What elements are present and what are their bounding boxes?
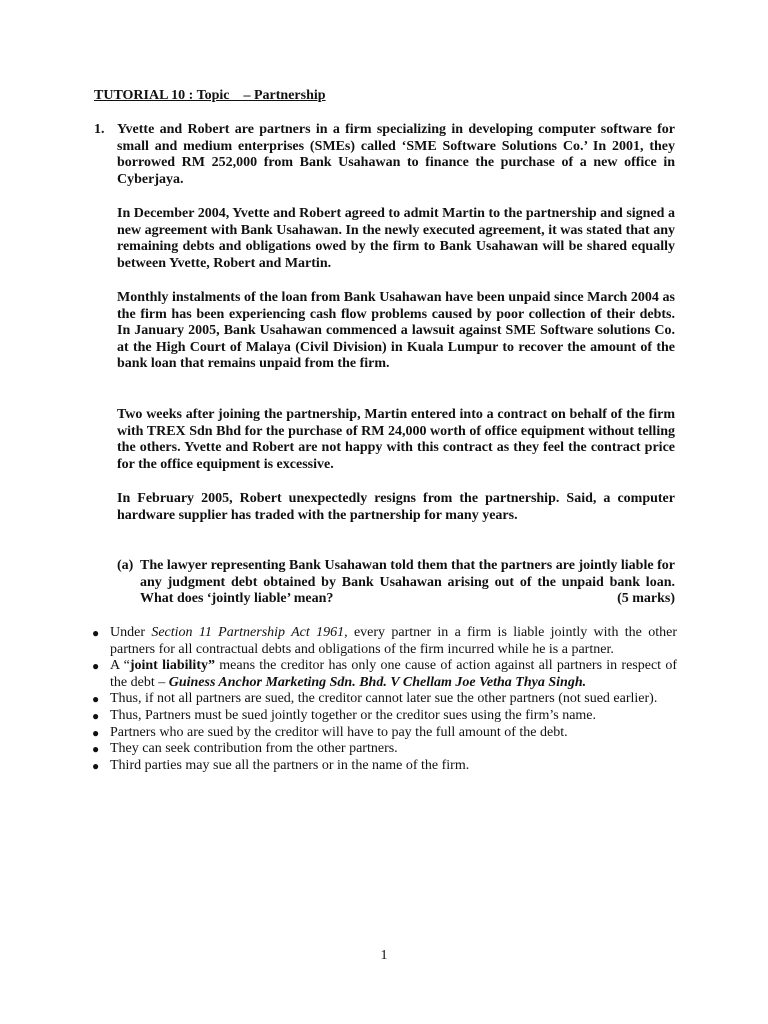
key-term: joint liability” [129, 658, 215, 674]
bullet-icon: ● [92, 758, 100, 773]
bullet-icon: ● [92, 742, 100, 757]
bullet-icon: ● [92, 626, 100, 640]
list-item: ● A “joint liability” means the creditor has only one cause of action against all partners in respect of the debt – Guiness Anchor Marketing Sdn. Bhd. V Chellam Joe Vetha Thya Singh. [92, 658, 677, 690]
page-number: 1 [380, 948, 388, 963]
case-citation: Guiness Anchor Marketing Sdn. Bhd. V Chellam Joe Vetha Thya Singh. [168, 674, 587, 690]
question-paragraph: Yvette and Robert are partners in a firm specializing in developing computer software for small and medium enterprises (SMEs) called ‘SME Software Solutions Co.’ In 2001, they borrowed RM 252,000 from Bank Usahawan to finance the purchase of a new office in Cyberjaya. [117, 122, 675, 187]
list-item: ● Under Section 11 Partnership Act 1961, every partner in a firm is liable jointly with the other partners for all contractual debts and obligations of the firm incurred while he is a partner. [92, 625, 677, 657]
list-item: ● Thus, Partners must be sued jointly together or the creditor sues using the firm’s name. [92, 707, 597, 723]
sub-question-text: The lawyer representing Bank Usahawan told them that the partners are jointly liable for any judgment debt obtained by Bank Usahawan arising out of the unpaid bank loan. What does ‘jointly liable’ mean? (5 marks) [140, 558, 675, 607]
sub-question-a [117, 558, 675, 608]
list-item: ● Thus, if not all partners are sued, the creditor cannot later sue the other partners (not sued earlier). [92, 691, 658, 707]
bullet-icon: ● [92, 708, 100, 723]
bullet-icon: ● [92, 659, 100, 674]
statute-reference: Section 11 Partnership Act 1961 [151, 625, 345, 640]
question-paragraph: Two weeks after joining the partnership, Martin entered into a contract on behalf of the firm with TREX Sdn Bhd for the purchase of RM 24,000 worth of office equipment without telling the others. Yvette and Robert are not happy with this contract as they feel the contract price for the office equipment is excessive. [117, 407, 675, 472]
marks-label: (5 marks) [617, 591, 675, 607]
list-item: ● They can seek contribution from the other partners. [92, 741, 398, 757]
question-number: 1. [94, 122, 105, 137]
sub-question-label: (a) [117, 558, 134, 573]
list-item: ● Partners who are sued by the creditor will have to pay the full amount of the debt. [92, 724, 568, 740]
bullet-icon: ● [92, 692, 100, 707]
list-item: ● Third parties may sue all the partners or in the name of the firm. [92, 757, 470, 773]
answer-bullet-list [92, 625, 677, 774]
question-paragraph: Monthly instalments of the loan from Bank Usahawan have been unpaid since March 2004 as the firm has been experiencing cash flow problems caused by poor collection of their debts. In January 2005, Bank Usahawan commenced a lawsuit against SME Software solutions Co. at the High Court of Malaya (Civil Division) in Kuala Lumpur to recover the amount of the bank loan that remains unpaid from the firm. [117, 290, 675, 372]
bullet-icon: ● [92, 725, 100, 740]
question-paragraph: In February 2005, Robert unexpectedly resigns from the partnership. Said, a computer hardware supplier has traded with the partnership for many years. [117, 491, 675, 523]
question-paragraph: In December 2004, Yvette and Robert agreed to admit Martin to the partnership and signed a new agreement with Bank Usahawan. In the newly executed agreement, it was stated that any remaining debts and obligations owed by the firm to Bank Usahawan will be shared equally between Yvette, Robert and Martin. [117, 206, 675, 271]
tutorial-title: TUTORIAL 10 : Topic – Partnership [94, 88, 326, 103]
